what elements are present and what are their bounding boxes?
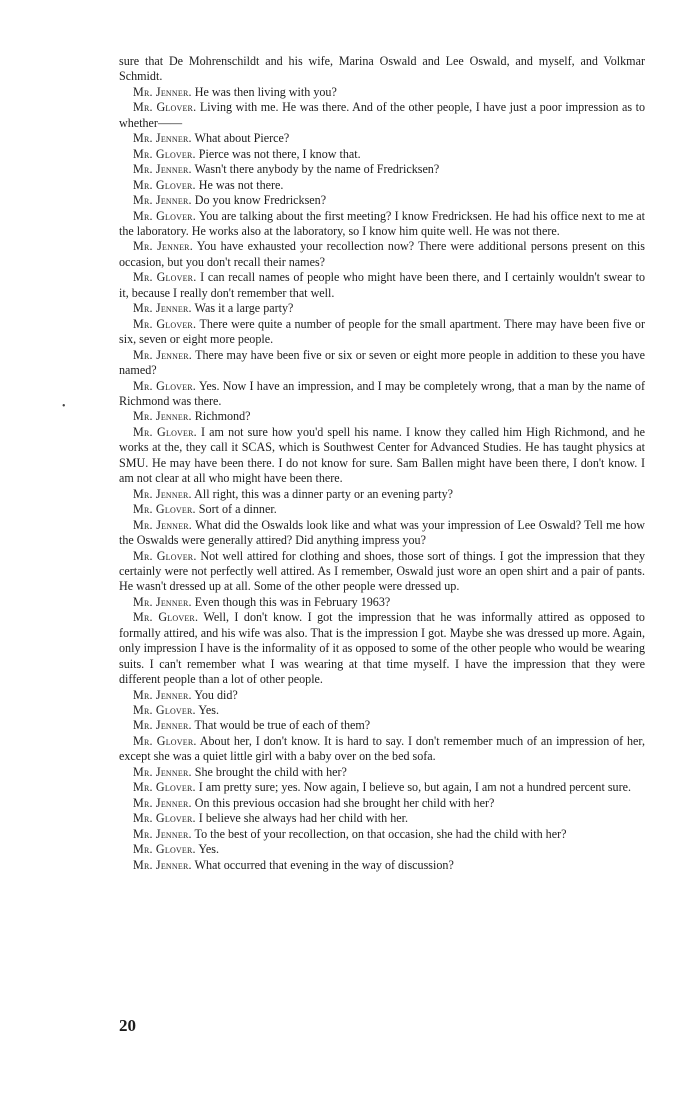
- page-number: 20: [119, 1016, 136, 1035]
- transcript-paragraph: [119, 610, 645, 687]
- paragraph-text: What occurred that evening in the way of discussion?: [194, 857, 454, 872]
- transcript-paragraph: [119, 100, 645, 131]
- speaker-label: Mr. Jenner.: [133, 517, 192, 532]
- paragraph-text: To the best of your recollection, on that occasion, she had the child with her?: [194, 826, 567, 841]
- speaker-label: Mr. Glover.: [133, 316, 197, 331]
- paragraph-text: All right, this was a dinner party or an evening party?: [194, 486, 454, 501]
- paragraph-text: I believe she always had her child with her.: [198, 811, 409, 826]
- transcript-paragraph: [119, 796, 645, 811]
- speaker-label: Mr. Glover.: [133, 270, 197, 285]
- transcript-paragraph: [119, 317, 645, 348]
- speaker-label: Mr. Glover.: [133, 378, 197, 393]
- paragraph-text: Do you know Fredricksen?: [194, 193, 327, 208]
- paragraph-text: You have exhausted your recollection now? There were additional persons present on this occasion, but you don't recall their names?: [119, 239, 645, 269]
- transcript-paragraph: [119, 703, 645, 718]
- paragraph-text: Even though this was in February 1963?: [194, 594, 391, 609]
- transcript-paragraph: [119, 549, 645, 595]
- transcript-paragraph: [119, 409, 645, 424]
- speaker-label: Mr. Jenner.: [133, 131, 192, 146]
- paragraph-text: I can recall names of people who might have been there, and I certainly wouldn't swear to it, because I really don't remember that well.: [119, 270, 645, 300]
- paragraph-text: sure that De Mohrenschildt and his wife, Marina Oswald and Lee Oswald, and myself, and Volkmar Schmidt.: [119, 54, 645, 84]
- speaker-label: Mr. Jenner.: [133, 239, 193, 254]
- transcript-paragraph: [119, 239, 645, 270]
- speaker-label: Mr. Jenner.: [133, 193, 192, 208]
- speaker-label: Mr. Glover.: [133, 548, 197, 563]
- paragraph-text: On this previous occasion had she brought her child with her?: [194, 795, 495, 810]
- speaker-label: Mr. Jenner.: [133, 594, 192, 609]
- transcript-paragraph: [119, 718, 645, 733]
- speaker-label: Mr. Glover.: [133, 842, 196, 857]
- paragraph-text: Wasn't there anybody by the name of Fredricksen?: [194, 162, 440, 177]
- paragraph-text: Was it a large party?: [194, 301, 294, 316]
- speaker-label: Mr. Jenner.: [133, 347, 192, 362]
- paragraph-text: There may have been five or six or seven or eight more people in addition to these you have named?: [119, 347, 645, 378]
- paragraph-text: She brought the child with her?: [194, 764, 347, 779]
- speaker-label: Mr. Jenner.: [133, 857, 192, 872]
- transcript-paragraph: [119, 765, 645, 780]
- speaker-label: Mr. Jenner.: [133, 764, 192, 779]
- transcript-paragraph: [119, 379, 645, 410]
- transcript-paragraph: [119, 425, 645, 487]
- paragraph-text: What about Pierce?: [194, 131, 290, 146]
- paragraph-text: He was not there.: [198, 177, 284, 192]
- margin-mark: •: [62, 401, 66, 412]
- transcript-paragraph: [119, 811, 645, 826]
- speaker-label: Mr. Jenner.: [133, 687, 192, 702]
- paragraph-text: That would be true of each of them?: [194, 718, 371, 733]
- speaker-label: Mr. Glover.: [133, 424, 197, 439]
- transcript-paragraph: [119, 595, 645, 610]
- transcript-paragraph: [119, 518, 645, 549]
- transcript-paragraph: [119, 502, 645, 517]
- speaker-label: Mr. Jenner.: [133, 718, 192, 733]
- paragraph-text: About her, I don't know. It is hard to say. I don't remember much of an impression of her, except she was a quiet little girl with a baby over on the bed sofa.: [119, 733, 645, 764]
- speaker-label: Mr. Glover.: [133, 100, 197, 115]
- transcript-paragraph: [119, 487, 645, 502]
- paragraph-text: Richmond?: [194, 409, 251, 424]
- speaker-label: Mr. Glover.: [133, 502, 196, 517]
- transcript-paragraph: [119, 147, 645, 162]
- paragraph-text: He was then living with you?: [194, 84, 337, 99]
- paragraph-text: I am pretty sure; yes. Now again, I believe so, but again, I am not a hundred percent sure.: [198, 780, 632, 795]
- speaker-label: Mr. Glover.: [133, 780, 196, 795]
- transcript-paragraph: [119, 209, 645, 240]
- speaker-label: Mr. Jenner.: [133, 795, 192, 810]
- transcript-paragraph: [119, 131, 645, 146]
- speaker-label: Mr. Jenner.: [133, 486, 192, 501]
- paragraph-text: Yes. Now I have an impression, and I may be completely wrong, that a man by the name of Richmond was there.: [119, 378, 646, 408]
- paragraph-text: You did?: [194, 687, 238, 702]
- paragraph-text: Not well attired for clothing and shoes, those sort of things. I got the impression that they certainly were not perfectly well attired. As I remember, Oswald just wore an open shirt and a pair of pants. He wasn't dressed up at all. Some of the other people were dressed up.: [119, 548, 646, 594]
- transcript-paragraph: [119, 858, 645, 873]
- transcript-paragraph: [119, 54, 645, 85]
- transcript-body: [119, 54, 645, 873]
- transcript-paragraph: [119, 193, 645, 208]
- paragraph-text: There were quite a number of people for the small apartment. There may have been five or six, seven or eight more people.: [119, 316, 646, 347]
- speaker-label: Mr. Glover.: [133, 703, 196, 718]
- paragraph-text: What did the Oswalds look like and what was your impression of Lee Oswald? Tell me how the Oswalds were generally attired? Did anything impress you?: [119, 517, 645, 548]
- speaker-label: Mr. Glover.: [133, 811, 196, 826]
- speaker-label: Mr. Jenner.: [133, 826, 192, 841]
- paragraph-text: Yes.: [198, 842, 219, 857]
- speaker-label: Mr. Glover.: [133, 610, 199, 625]
- speaker-label: Mr. Glover.: [133, 177, 196, 192]
- transcript-paragraph: [119, 780, 645, 795]
- paragraph-text: Well, I don't know. I got the impression that he was informally attired as opposed to formally attired, and his wife was also. That is the impression I got. Maybe she was dressed up more. Again, only impression I have is the informality of it as opposed to some of the other people who would be wearing suits. I can't remember what I was wearing at that time myself. I have the impression that they were different people than a lot of other people.: [119, 610, 645, 687]
- transcript-paragraph: [119, 688, 645, 703]
- paragraph-text: Pierce was not there, I know that.: [198, 146, 361, 161]
- paragraph-text: Sort of a dinner.: [198, 502, 277, 517]
- speaker-label: Mr. Glover.: [133, 733, 197, 748]
- transcript-paragraph: [119, 162, 645, 177]
- speaker-label: Mr. Glover.: [133, 208, 196, 223]
- transcript-paragraph: [119, 85, 645, 100]
- speaker-label: Mr. Glover.: [133, 146, 196, 161]
- transcript-paragraph: [119, 734, 645, 765]
- speaker-label: Mr. Jenner.: [133, 409, 192, 424]
- transcript-paragraph: [119, 270, 645, 301]
- transcript-paragraph: [119, 348, 645, 379]
- paragraph-text: You are talking about the first meeting? I know Fredricksen. He had his office next to me at the laboratory. He works also at the laboratory, so I know him quite well. He was not there.: [119, 208, 646, 238]
- speaker-label: Mr. Jenner.: [133, 84, 192, 99]
- speaker-label: Mr. Jenner.: [133, 162, 192, 177]
- transcript-paragraph: [119, 842, 645, 857]
- paragraph-text: I am not sure how you'd spell his name. I know they called him High Richmond, and he works at the, they call it SCAS, which is Southwest Center for Advanced Studies. He has taught physics at SMU. He may have been there. I do not know for sure. Sam Ballen might have been there, I don't know. I am not clear at all who might have been there.: [119, 424, 645, 486]
- paragraph-text: Living with me. He was there. And of the other people, I have just a poor impression as to whether——: [119, 100, 645, 130]
- speaker-label: Mr. Jenner.: [133, 301, 192, 316]
- paragraph-text: Yes.: [198, 703, 219, 718]
- transcript-paragraph: [119, 178, 645, 193]
- transcript-paragraph: [119, 827, 645, 842]
- transcript-paragraph: [119, 301, 645, 316]
